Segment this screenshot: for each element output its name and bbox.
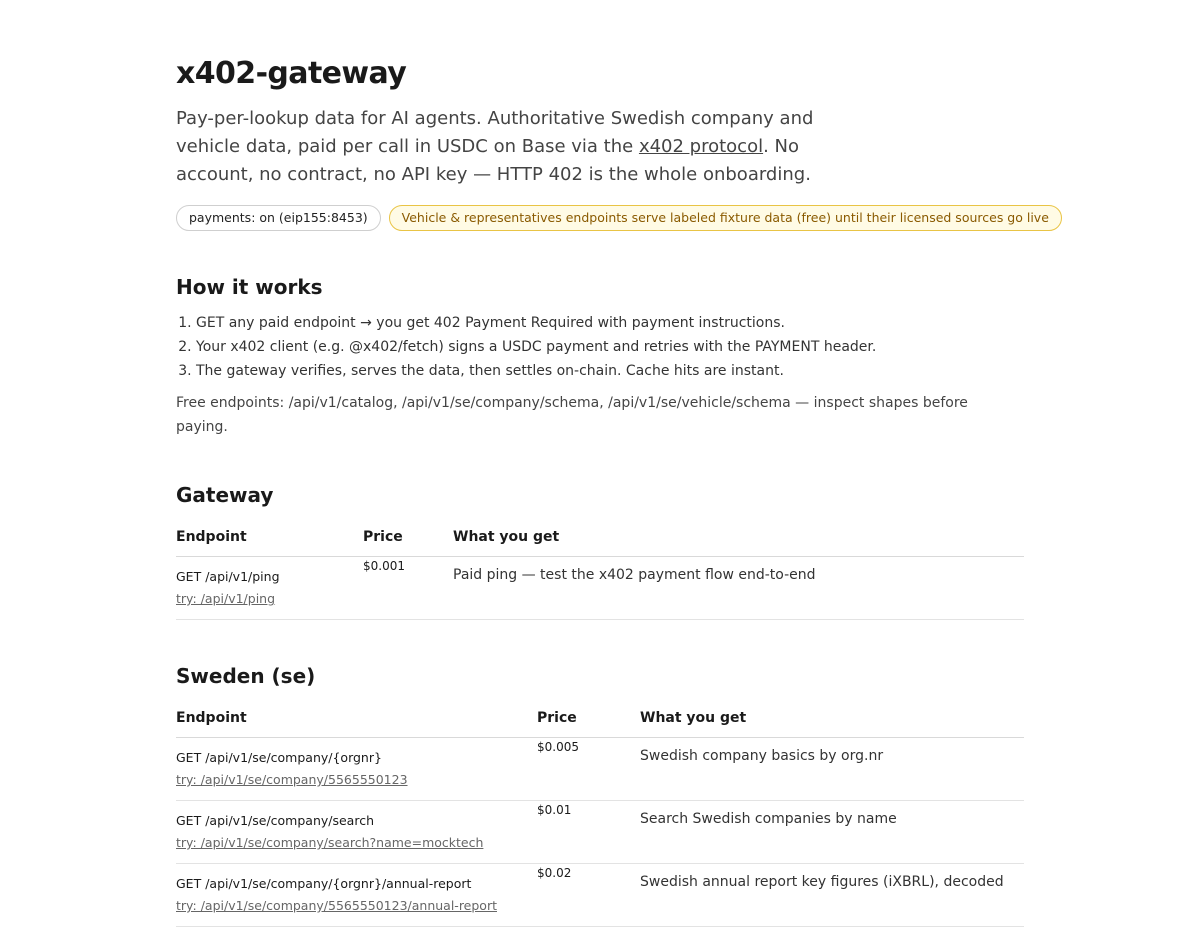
- intro-paragraph: [176, 105, 856, 189]
- how-it-works-title: How it works: [176, 275, 323, 299]
- endpoint-path: GET /api/v1/ping: [176, 569, 280, 584]
- sweden-section: [176, 662, 1024, 927]
- column-header-description: What you get: [640, 708, 1024, 738]
- gateway-section: [176, 481, 1024, 620]
- x402-protocol-link[interactable]: x402 protocol: [638, 136, 764, 157]
- steps-list: [176, 311, 1024, 383]
- intro-text-start: Pay-per-lookup data for AI agents. Authoritative Swedish company and vehicle data, paid per call in USDC on Base via the: [176, 108, 814, 157]
- payments-status-badge: payments: on (eip155:8453): [176, 205, 381, 231]
- description-cell: Swedish annual report key figures (iXBRL), decoded: [640, 864, 1024, 927]
- try-link[interactable]: try: /api/v1/se/company/search?name=mocktech: [176, 835, 484, 850]
- gateway-table: [176, 527, 1024, 620]
- column-header-description: What you get: [453, 527, 1024, 557]
- table-row: [176, 557, 1024, 620]
- table-row: [176, 801, 1024, 864]
- price-cell: $0.02: [537, 864, 640, 927]
- step-item: 1. GET any paid endpoint → you get 402 Payment Required with payment instructions.: [196, 311, 1024, 335]
- description-cell: Swedish company basics by org.nr: [640, 738, 1024, 801]
- table-row: [176, 738, 1024, 801]
- page-content: [176, 0, 1049, 927]
- endpoint-cell: [176, 738, 537, 801]
- sweden-table: [176, 708, 1024, 927]
- endpoint-path: GET /api/v1/se/company/{orgnr}: [176, 750, 382, 765]
- column-header-price: Price: [537, 708, 640, 738]
- table-row: [176, 864, 1024, 927]
- column-header-price: Price: [363, 527, 453, 557]
- price-cell: $0.01: [537, 801, 640, 864]
- description-cell: Paid ping — test the x402 payment flow end-to-end: [453, 557, 1024, 620]
- price-cell: $0.001: [363, 557, 453, 620]
- endpoint-path: GET /api/v1/se/company/search: [176, 813, 375, 828]
- price-cell: $0.005: [537, 738, 640, 801]
- column-header-endpoint: Endpoint: [176, 708, 537, 738]
- endpoint-cell: [176, 801, 537, 864]
- gateway-title: Gateway: [176, 483, 274, 507]
- table-header-row: [176, 708, 1024, 738]
- endpoint-cell: [176, 557, 363, 620]
- free-endpoints-note: Free endpoints: /api/v1/catalog, /api/v1/se/company/schema, /api/v1/se/vehicle/schema — inspect shapes before paying.: [176, 395, 968, 435]
- column-header-endpoint: Endpoint: [176, 527, 363, 557]
- how-it-works-section: [176, 273, 1024, 439]
- endpoint-path: GET /api/v1/se/company/{orgnr}/annual-report: [176, 876, 472, 891]
- page-title: x402-gateway: [176, 56, 407, 91]
- intro-text-end: . No account, no contract, no API key — HTTP 402 is the whole onboarding.: [176, 136, 811, 185]
- endpoint-cell: [176, 864, 537, 927]
- table-header-row: [176, 527, 1024, 557]
- step-item: 3. The gateway verifies, serves the data, then settles on-chain. Cache hits are instant.: [196, 359, 1024, 383]
- try-link[interactable]: try: /api/v1/ping: [176, 591, 276, 606]
- fixture-notice-badge: Vehicle & representatives endpoints serve labeled fixture data (free) until their licensed sources go live: [389, 205, 1062, 231]
- status-badges: [176, 205, 1049, 231]
- try-link[interactable]: try: /api/v1/se/company/5565550123: [176, 772, 408, 787]
- step-item: 2. Your x402 client (e.g. @x402/fetch) signs a USDC payment and retries with the PAYMENT header.: [196, 335, 1024, 359]
- sweden-title: Sweden (se): [176, 664, 316, 688]
- try-link[interactable]: try: /api/v1/se/company/5565550123/annual-report: [176, 898, 497, 913]
- description-cell: Search Swedish companies by name: [640, 801, 1024, 864]
